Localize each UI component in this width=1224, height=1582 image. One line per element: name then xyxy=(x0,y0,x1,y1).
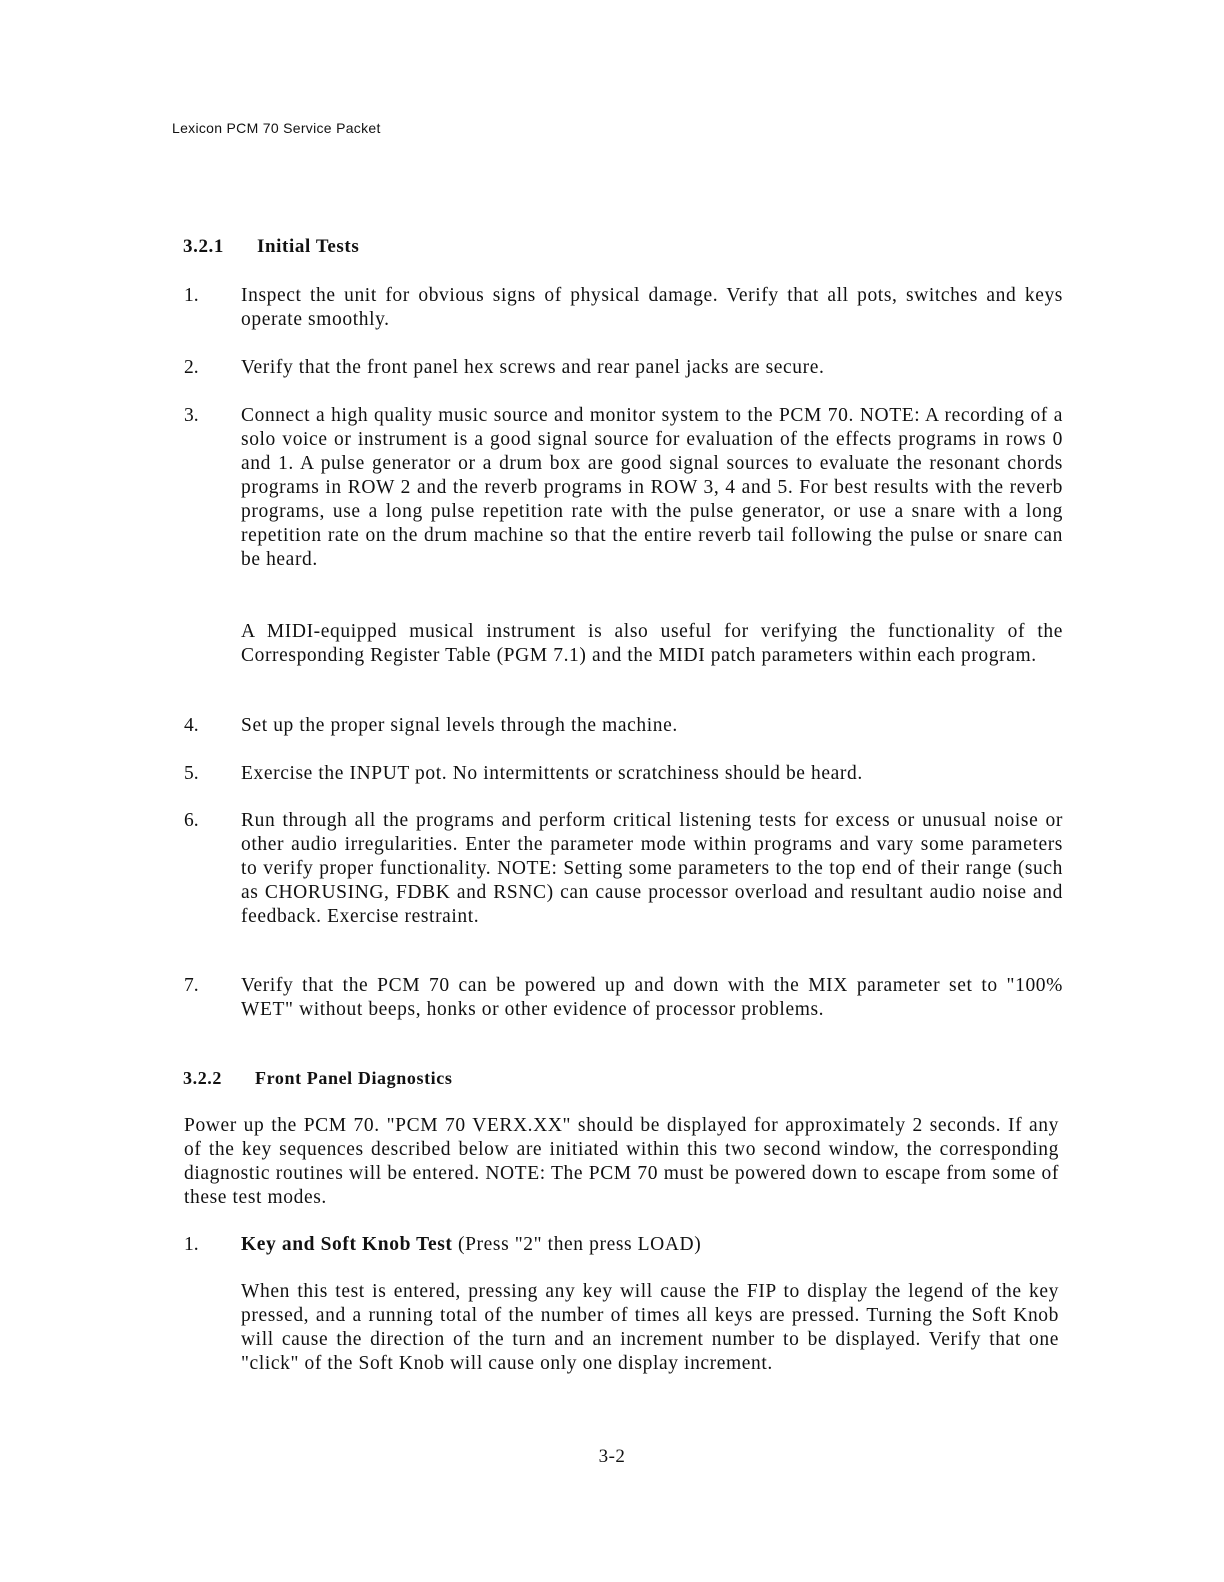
section-heading-initial-tests xyxy=(183,236,359,258)
item-heading xyxy=(241,1233,1063,1257)
test-instruction: (Press "2" then press LOAD) xyxy=(452,1234,702,1255)
item-text: Connect a high quality music source and monitor system to the PCM 70. NOTE: A recording of a solo voice or instrument is a good signal source for evaluation of the effects programs in rows 0 and 1. A pulse generator or a drum box are good signal sources to evaluate the resonant chords programs in ROW 2 and the reverb programs in ROW 3, 4 and 5. For best results with the reverb programs, use a long pulse repetition rate with the pulse generator, or use a snare with a long repetition rate on the drum machine so that the entire reverb tail following the pulse or snare can be heard. xyxy=(241,405,1063,570)
section-heading-front-panel-diagnostics xyxy=(183,1068,452,1089)
page-number: 3-2 xyxy=(598,1446,626,1467)
item-text: Verify that the front panel hex screws and rear panel jacks are secure. xyxy=(241,357,825,378)
item-number: 6. xyxy=(184,810,199,831)
item-number: 5. xyxy=(184,763,199,784)
item-text: When this test is entered, pressing any key will cause the FIP to display the legend of the key pressed, and a running total of the number of times all keys are pressed. Turning the Soft Knob will cause the direction of the turn and an increment number to be displayed. Verify that one "click" of the Soft Knob will cause only one display increment. xyxy=(241,1281,1059,1374)
section-title: Initial Tests xyxy=(257,236,360,257)
item-number: 2. xyxy=(184,357,199,378)
item-number: 7. xyxy=(184,975,199,996)
item-number: 1. xyxy=(184,1234,199,1255)
section-number: 3.2.1 xyxy=(183,236,224,257)
item-number: 3. xyxy=(184,405,199,426)
item-text: Set up the proper signal levels through the machine. xyxy=(241,715,678,736)
item-number: 4. xyxy=(184,715,199,736)
item-text: Run through all the programs and perform critical listening tests for excess or unusual noise or other audio irregularities. Enter the parameter mode within programs and vary some parameters to verify proper functionality. NOTE: Setting some parameters to the top end of their range (such as CHORUSING, FDBK and RSNC) can cause processor overload and resultant audio noise and feedback. Exercise restraint. xyxy=(241,810,1063,927)
test-title: Key and Soft Knob Test xyxy=(241,1234,453,1255)
section-number: 3.2.2 xyxy=(183,1068,222,1088)
running-header: Lexicon PCM 70 Service Packet xyxy=(172,120,381,136)
item-text: Exercise the INPUT pot. No intermittents or scratchiness should be heard. xyxy=(241,763,863,784)
section-intro: Power up the PCM 70. "PCM 70 VERX.XX" should be displayed for approximately 2 seconds. If any of the key sequences described below are initiated within this two second window, the corresponding diagnostic routines will be entered. NOTE: The PCM 70 must be powered down to escape from some of these test modes. xyxy=(184,1115,1059,1208)
item-text: Inspect the unit for obvious signs of physical damage. Verify that all pots, switches and keys operate smoothly. xyxy=(241,285,1063,330)
item-text: Verify that the PCM 70 can be powered up and down with the MIX parameter set to "100% WET" without beeps, honks or other evidence of processor problems. xyxy=(241,975,1063,1020)
item-continuation-text: A MIDI-equipped musical instrument is also useful for verifying the functionality of the Corresponding Register Table (PGM 7.1) and the MIDI patch parameters within each program. xyxy=(241,621,1063,666)
section-title: Front Panel Diagnostics xyxy=(255,1068,453,1088)
item-number: 1. xyxy=(184,285,199,306)
